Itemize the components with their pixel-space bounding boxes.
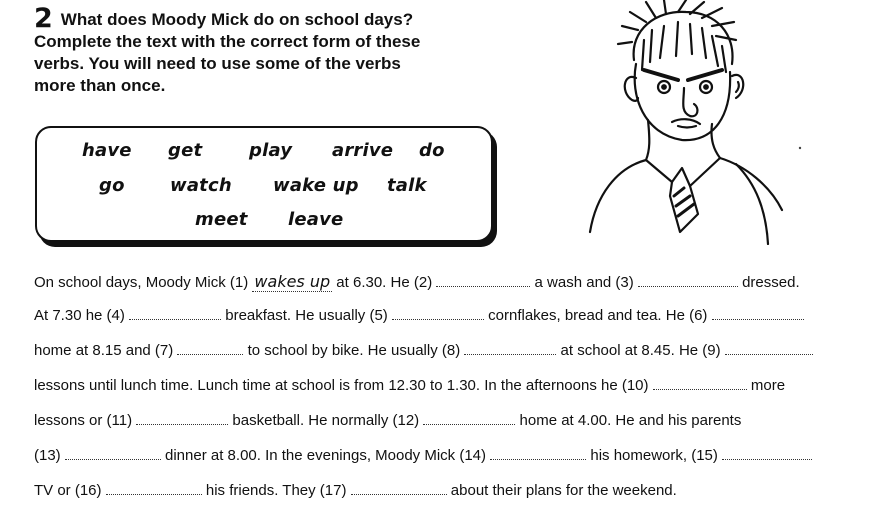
instruction-line-3: verbs. You will need to use some of the verbs (34, 54, 401, 73)
moody-mick-illustration (586, 0, 816, 245)
verb-watch: watch (170, 175, 232, 196)
gap-9[interactable] (725, 353, 813, 355)
gap-3[interactable] (638, 285, 738, 287)
verb-wake-up: wake up (273, 175, 359, 196)
gap-13[interactable] (65, 458, 161, 460)
passage-line-6: (13) dinner at 8.00. In the evenings, Moody Mick (14) his homework, (15) (34, 447, 812, 464)
instruction-line-4: more than once. (34, 76, 166, 95)
verb-arrive: arrive (332, 140, 394, 161)
passage-line-7: TV or (16) his friends. They (17) about their plans for the weekend. (34, 482, 677, 499)
gap-14[interactable] (490, 458, 586, 460)
verb-get: get (168, 140, 203, 161)
passage-line-4: lessons until lunch time. Lunch time at school is from 12.30 to 1.30. In the afternoons he (10) more (34, 377, 786, 394)
gap-6[interactable] (712, 318, 804, 320)
passage-line-1: On school days, Moody Mick (1) wakes up at 6.30. He (2) a wash and (3) dressed. (34, 272, 800, 291)
gap-5[interactable] (392, 318, 484, 320)
instruction-line-2: Complete the text with the correct form of these (34, 32, 421, 51)
gap-17[interactable] (351, 493, 447, 495)
verb-do: do (419, 140, 445, 161)
gap-15[interactable] (722, 458, 812, 460)
gap-16[interactable] (106, 493, 202, 495)
gap-2[interactable] (436, 285, 530, 287)
verb-go: go (99, 175, 125, 196)
verb-leave: leave (288, 209, 344, 230)
exercise-instructions (34, 3, 504, 97)
verb-box (35, 126, 493, 242)
verb-play: play (249, 140, 293, 161)
gap-11[interactable] (136, 423, 228, 425)
verb-meet: meet (195, 209, 248, 230)
exercise-number: 2 (34, 3, 53, 34)
gap-10[interactable] (653, 388, 747, 390)
gap-4[interactable] (129, 318, 221, 320)
passage-line-5: lessons or (11) basketball. He normally (12) home at 4.00. He and his parents (34, 412, 742, 429)
gap-12[interactable] (423, 423, 515, 425)
instruction-line-1: What does Moody Mick do on school days? (60, 10, 414, 29)
gap-8[interactable] (464, 353, 556, 355)
example-answer-1: wakes up (254, 272, 331, 291)
verb-have: have (82, 140, 132, 161)
gap-7[interactable] (177, 353, 243, 355)
verb-talk: talk (387, 175, 427, 196)
passage-line-2: At 7.30 he (4) breakfast. He usually (5) cornflakes, bread and tea. He (6) (34, 307, 804, 324)
passage-line-3: home at 8.15 and (7) to school by bike. He usually (8) at school at 8.45. He (9) (34, 342, 813, 359)
